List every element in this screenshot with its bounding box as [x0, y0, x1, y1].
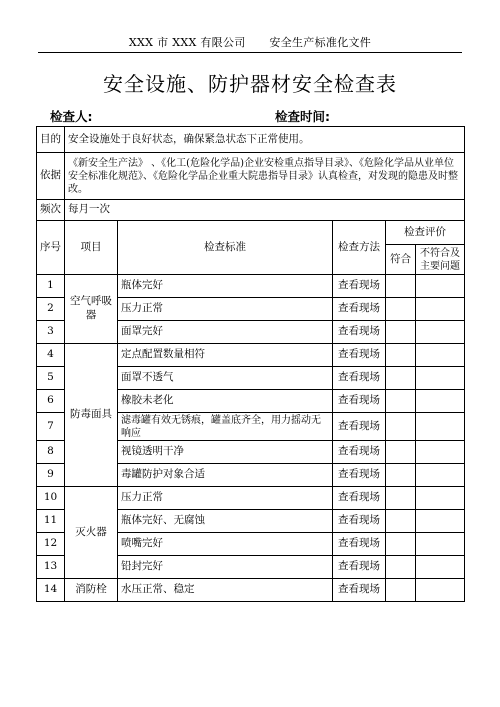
- row-no: 4: [37, 344, 65, 367]
- conform-cell: [386, 464, 416, 487]
- conform-cell: [386, 533, 416, 556]
- row-no: 1: [37, 275, 65, 298]
- header-divider: [38, 52, 462, 53]
- nonconform-cell: [416, 344, 465, 367]
- col-no-header: 序号: [37, 221, 65, 275]
- row-standard: 面罩不透气: [118, 367, 333, 390]
- row-standard: 喷嘴完好: [118, 533, 333, 556]
- row-no: 14: [37, 579, 65, 602]
- nonconform-cell: [416, 510, 465, 533]
- row-standard: 滤毒罐有效无锈痕，罐盖底齐全，用力摇动无响应: [118, 413, 333, 441]
- basis-label: 依据: [37, 153, 65, 200]
- row-method: 查看现场: [333, 390, 386, 413]
- conform-cell: [386, 556, 416, 579]
- row-standard: 定点配置数量相符: [118, 344, 333, 367]
- row-method: 查看现场: [333, 298, 386, 321]
- row-no: 7: [37, 413, 65, 441]
- document-header: [38, 34, 462, 50]
- row-method: 查看现场: [333, 579, 386, 602]
- conform-cell: [386, 579, 416, 602]
- purpose-row: [37, 127, 465, 153]
- conform-cell: [386, 487, 416, 510]
- conform-cell: [386, 275, 416, 298]
- frequency-row: [37, 200, 465, 221]
- row-no: 2: [37, 298, 65, 321]
- col-item-header: 项目: [65, 221, 118, 275]
- row-method: 查看现场: [333, 533, 386, 556]
- frequency-label: 频次: [37, 200, 65, 221]
- nonconform-cell: [416, 413, 465, 441]
- frequency-text: 每月一次: [65, 200, 465, 221]
- conform-cell: [386, 413, 416, 441]
- table-row: [37, 487, 465, 510]
- group-air-breathing: 空气呼吸器: [65, 275, 118, 344]
- row-standard: 压力正常: [118, 487, 333, 510]
- conform-cell: [386, 441, 416, 464]
- column-header-row: [37, 221, 465, 245]
- row-standard: 瓶体完好、无腐蚀: [118, 510, 333, 533]
- row-standard: 视镜透明干净: [118, 441, 333, 464]
- conform-cell: [386, 367, 416, 390]
- inspector-label: 检查人:: [50, 109, 93, 124]
- group-gas-mask: 防毒面具: [65, 344, 118, 487]
- nonconform-cell: [416, 441, 465, 464]
- row-method: 查看现场: [333, 464, 386, 487]
- row-method: 查看现场: [333, 413, 386, 441]
- document-type: 安全生产标准化文件: [269, 36, 372, 49]
- row-no: 12: [37, 533, 65, 556]
- group-extinguisher: 灭火器: [65, 487, 118, 579]
- row-standard: 面罩完好: [118, 321, 333, 344]
- purpose-label: 目的: [37, 127, 65, 153]
- row-no: 9: [37, 464, 65, 487]
- col-nonconform-header: 不符合及主要问题: [416, 245, 465, 275]
- table-row: [37, 579, 465, 602]
- conform-cell: [386, 510, 416, 533]
- row-no: 11: [37, 510, 65, 533]
- group-hydrant: 消防栓: [65, 579, 118, 602]
- basis-text: 《新安全生产法》 、《化工(危险化学品)企业安检重点指导目录》、《危险化学品从业单位安全标准化规范》、《危险化学品企业重大院患指导目录》认真检查，对发现的隐患及时整改。: [65, 153, 465, 200]
- row-no: 5: [37, 367, 65, 390]
- table-row: [37, 275, 465, 298]
- nonconform-cell: [416, 533, 465, 556]
- row-method: 查看现场: [333, 275, 386, 298]
- conform-cell: [386, 344, 416, 367]
- row-standard: 毒罐防护对象合适: [118, 464, 333, 487]
- col-standard-header: 检查标准: [118, 221, 333, 275]
- conform-cell: [386, 321, 416, 344]
- nonconform-cell: [416, 579, 465, 602]
- row-method: 查看现场: [333, 367, 386, 390]
- row-method: 查看现场: [333, 321, 386, 344]
- nonconform-cell: [416, 367, 465, 390]
- row-no: 13: [37, 556, 65, 579]
- row-no: 3: [37, 321, 65, 344]
- row-standard: 瓶体完好: [118, 275, 333, 298]
- col-conform-header: 符合: [386, 245, 416, 275]
- row-standard: 压力正常: [118, 298, 333, 321]
- row-standard: 橡胶未老化: [118, 390, 333, 413]
- conform-cell: [386, 390, 416, 413]
- inspection-table: [36, 126, 465, 602]
- page-title: 安全设施、防护器材安全检查表: [103, 72, 397, 96]
- row-method: 查看现场: [333, 510, 386, 533]
- row-method: 查看现场: [333, 441, 386, 464]
- company-name: XXX 市 XXX 有限公司: [128, 36, 246, 49]
- row-method: 查看现场: [333, 556, 386, 579]
- nonconform-cell: [416, 298, 465, 321]
- nonconform-cell: [416, 556, 465, 579]
- nonconform-cell: [416, 487, 465, 510]
- table-row: [37, 344, 465, 367]
- nonconform-cell: [416, 275, 465, 298]
- nonconform-cell: [416, 390, 465, 413]
- row-no: 8: [37, 441, 65, 464]
- nonconform-cell: [416, 464, 465, 487]
- col-method-header: 检查方法: [333, 221, 386, 275]
- row-standard: 水压正常、稳定: [118, 579, 333, 602]
- row-method: 查看现场: [333, 487, 386, 510]
- row-no: 6: [37, 390, 65, 413]
- inspection-time-label: 检查时间:: [275, 109, 330, 124]
- row-no: 10: [37, 487, 65, 510]
- purpose-text: 安全设施处于良好状态，确保紧急状态下正常使用。: [65, 127, 465, 153]
- basis-row: [37, 153, 465, 200]
- conform-cell: [386, 298, 416, 321]
- row-method: 查看现场: [333, 344, 386, 367]
- nonconform-cell: [416, 321, 465, 344]
- row-standard: 铅封完好: [118, 556, 333, 579]
- col-evaluation-header: 检查评价: [386, 221, 465, 245]
